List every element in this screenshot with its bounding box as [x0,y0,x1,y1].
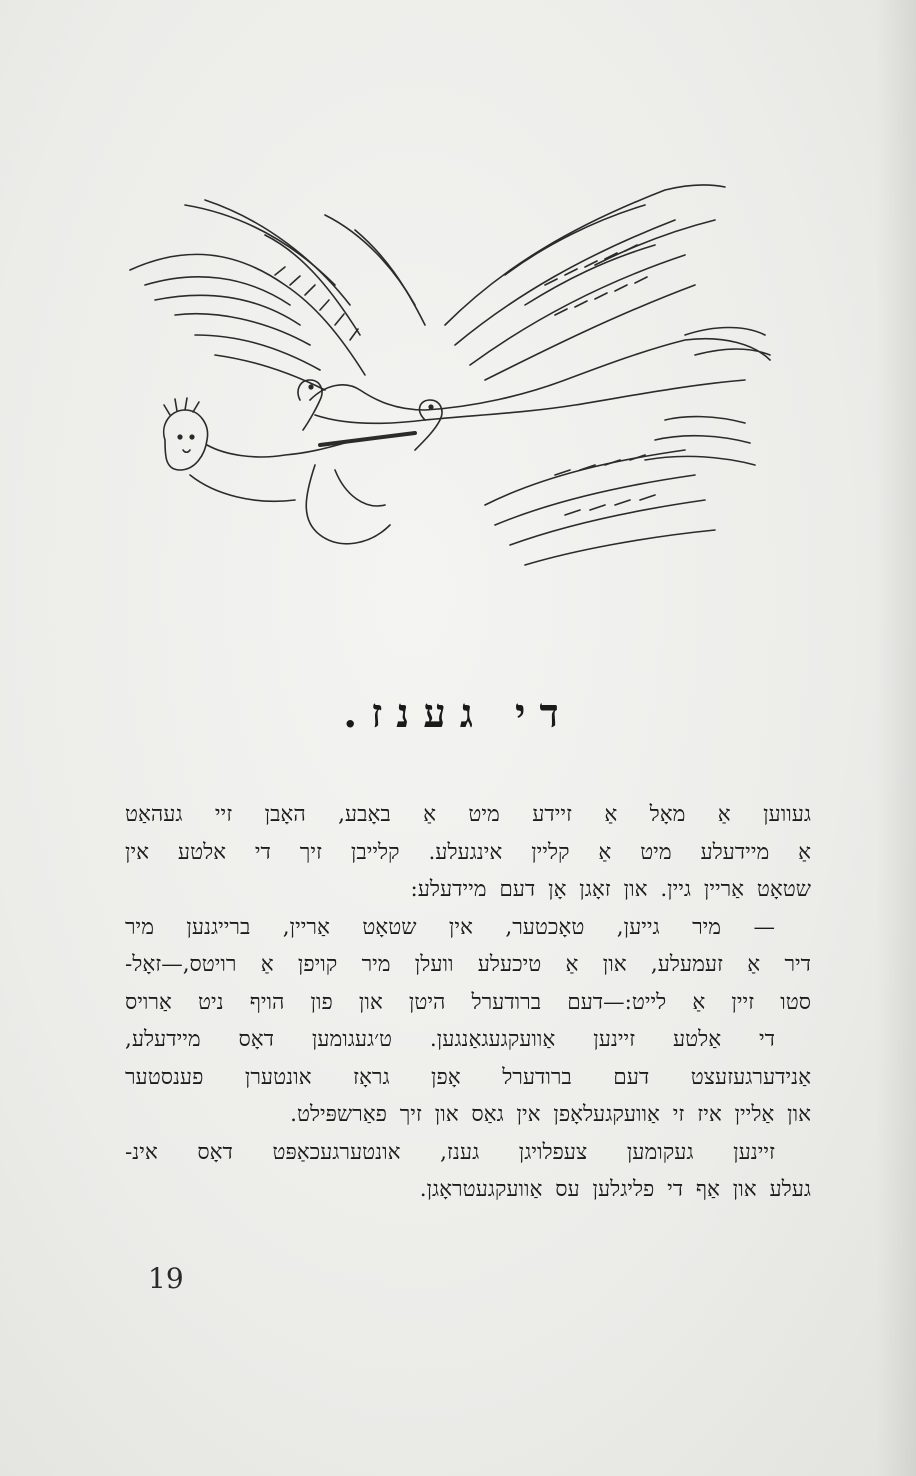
text-line: — מיר גייען, טאָכטער, אין שטאָט אַריין, ברייגנען מיר [125,914,775,940]
story-text [125,796,811,1209]
text-line: אַנידערגעזעצט דעם ברודערל אָפן גראָז אונטערן פענסטער [125,1064,811,1090]
page-number: 19 [148,1262,184,1295]
text-line: דיר אַ זעמעלע, און אַ טיכעלע וועלן מיר קויפן אַ רויטס,—זאָל- [125,952,811,977]
text-line: זיינען געקומען צעפלויגן גענז, אונטערגעכאַפּט דאָס אינ- [125,1139,775,1165]
text-line: אַ מיידעלע מיט אַ קליין אינגעלע. קלייבן זיך די אלטע אין [125,839,811,865]
story-title: די גענז. [343,690,573,737]
text-line: שטאָט אַריין גיין. און זאָגן אָן דעם מיידעלע: [410,877,811,902]
text-line: סטו זיין אַ לייט:—דעם ברודערל היטן און פון הויף ניט אַרויס [125,989,811,1015]
text-line: געווען אַ מאָל אַ זיידע מיט אַ באָבע, האָבן זיי געהאַט [125,802,811,827]
text-line: און אַליין איז זי אַוועקגעלאָפן אין גאַס און זיך פאַרשפּילט. [290,1102,811,1127]
geese-carrying-child-illustration [125,175,775,595]
text-line: די אַלטע זיינען אַוועקגעגאַנגען. ט׳געגומען דאָס מיידעלע, [125,1027,775,1052]
page-edge-shadow [876,0,916,1476]
text-line: געלע און אַף די פליגלען עס אַוועקגעטראָגן. [419,1177,811,1202]
